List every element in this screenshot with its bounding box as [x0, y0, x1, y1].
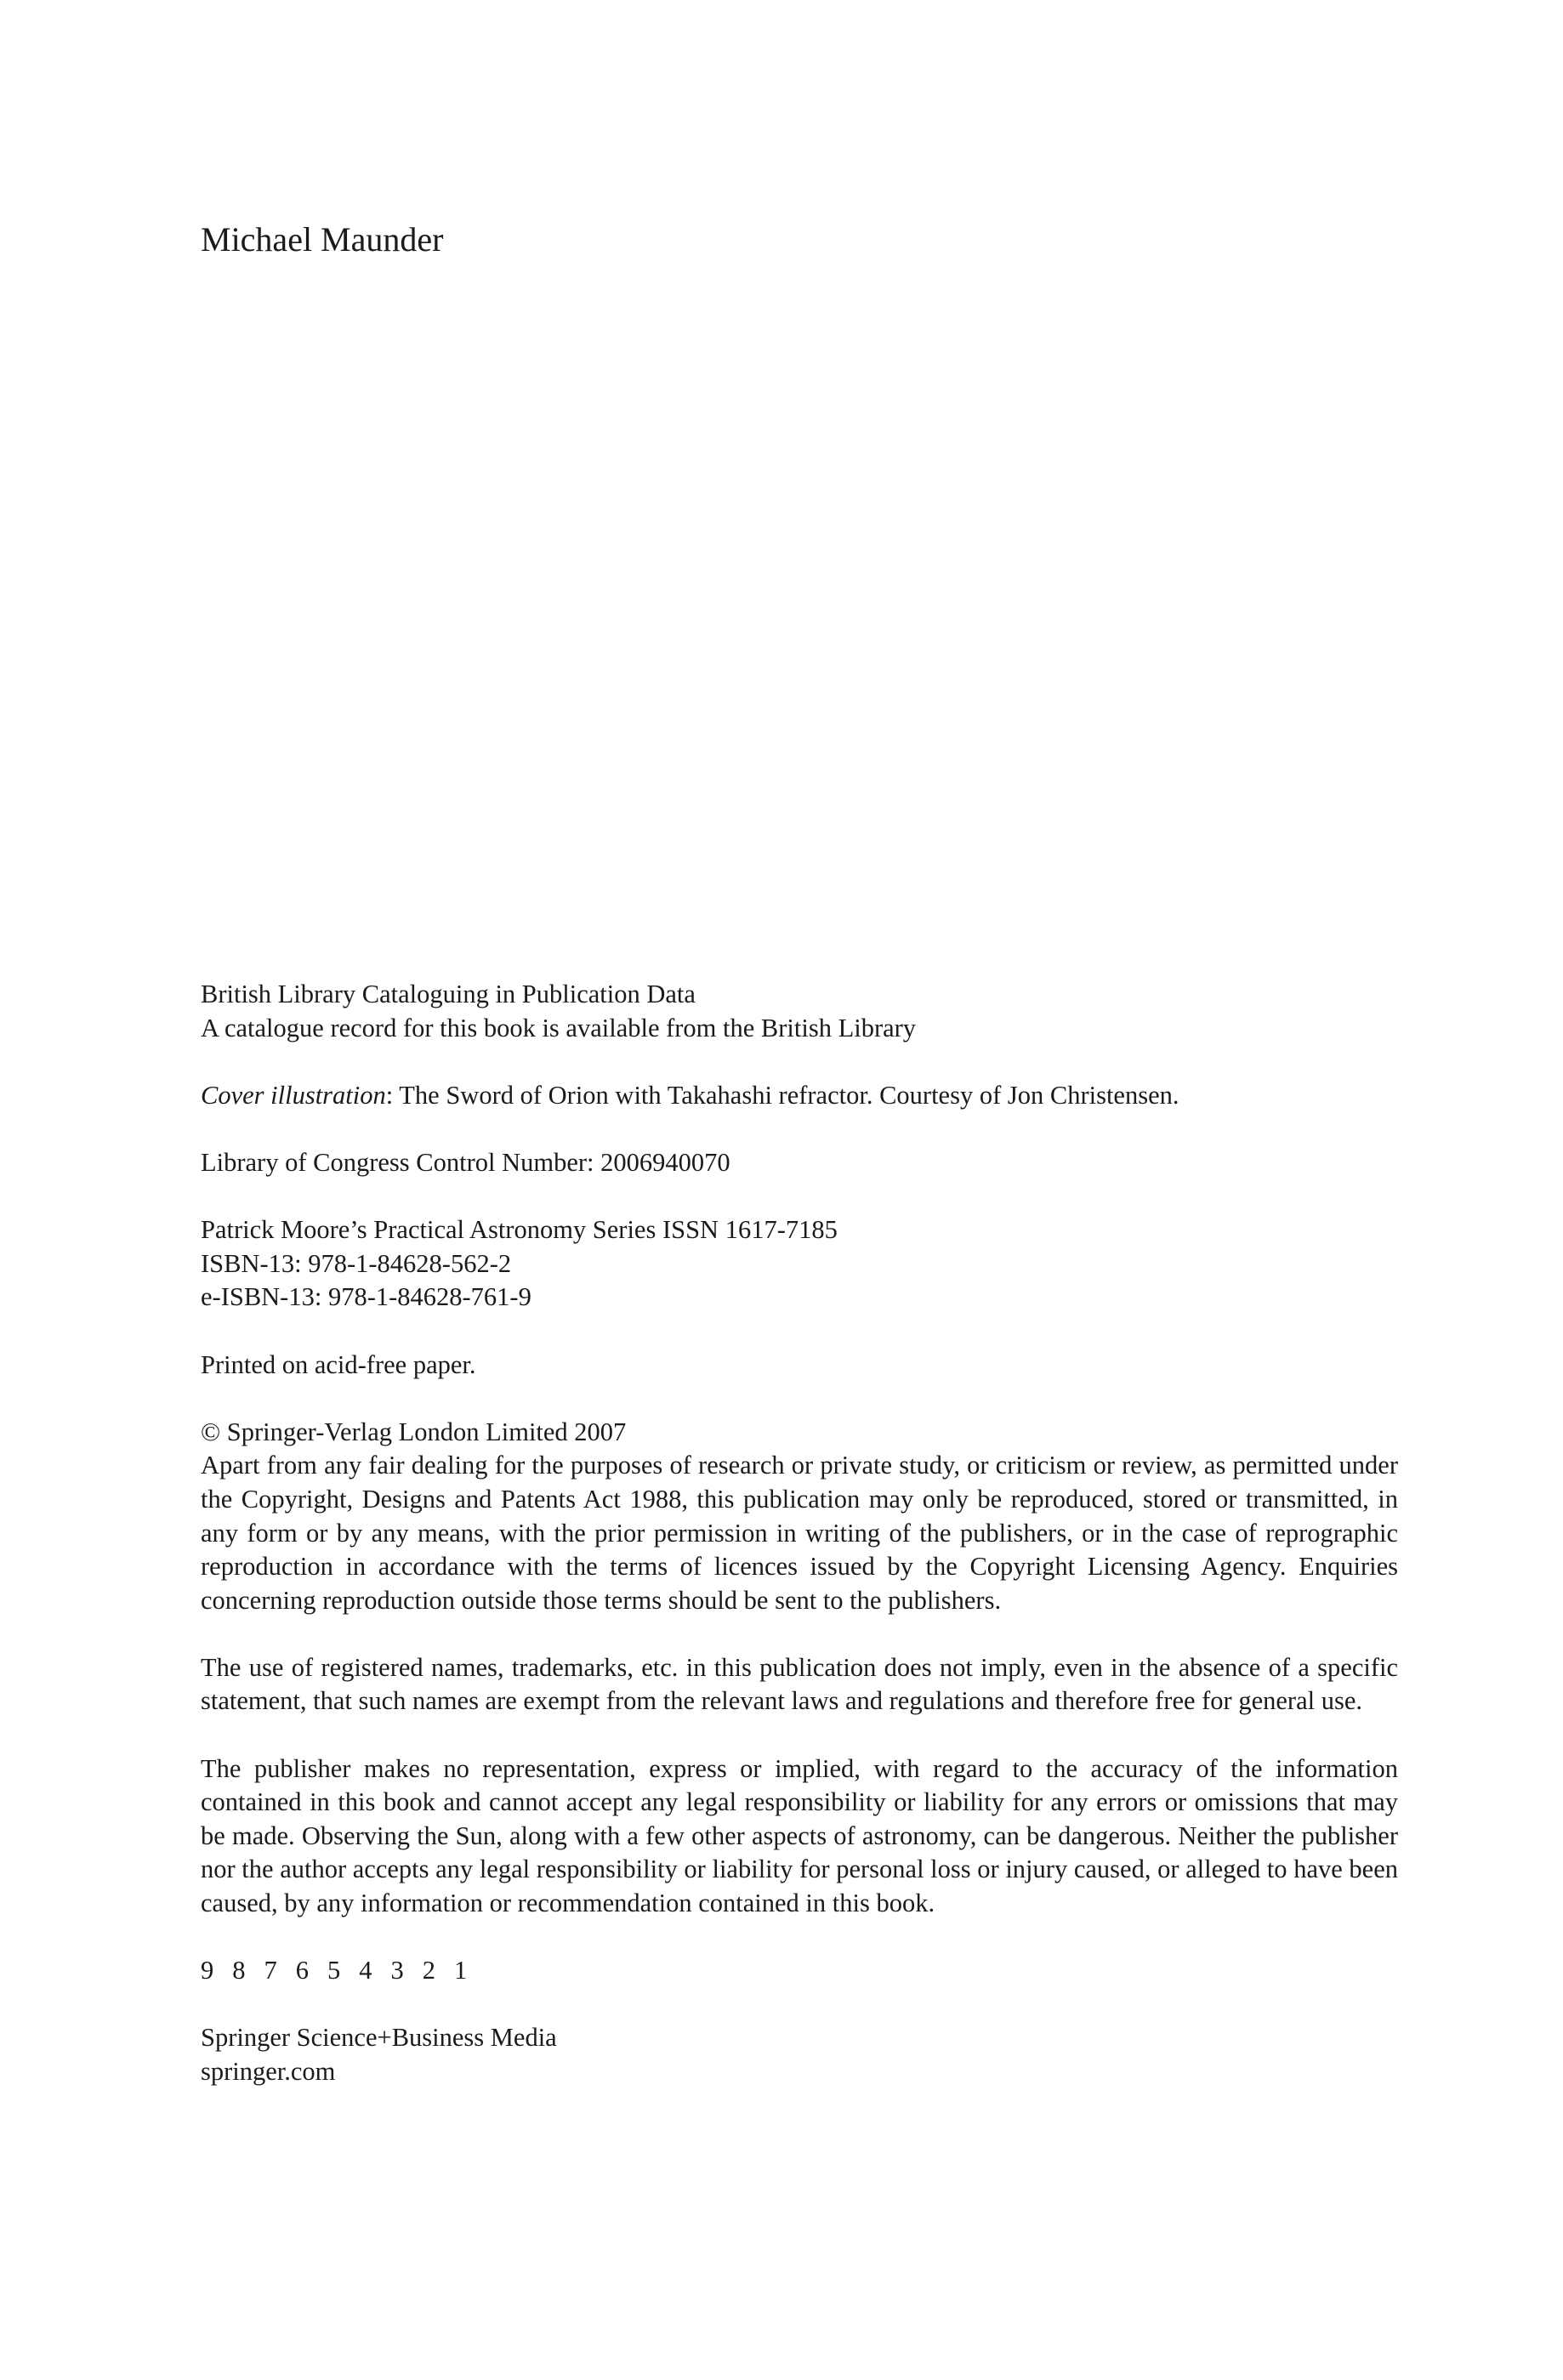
- printing-digit: 1: [454, 1956, 468, 1985]
- publisher-name: Springer Science+Business Media: [201, 2023, 557, 2053]
- imprint-block: [201, 978, 1398, 2122]
- author-name: Michael Maunder: [201, 220, 444, 258]
- printing-digit: 2: [422, 1956, 435, 1985]
- disclaimer-text: The publisher makes no representation, express or implied, with regard to the accuracy of the information contained in this book and cannot accept any legal responsibility or liability for any errors or omissions that may be made. Observing the Sun, along with a few other aspects of astronomy, can be dangerous. Neither the publisher nor the author accepts any legal responsibility or liability for personal loss or injury caused, or alleged to have been caused, by any information or recommendation contained in this book.: [201, 1753, 1398, 1918]
- paper-note: [201, 1349, 1398, 1383]
- copyright-text: Apart from any fair dealing for the purposes of research or private study, or criticism or review, as permitted under the Copyright, Designs and Patents Act 1988, this publication may only be reproduced, stored or transmitted, in any form or by any means, with the prior permission in writing of the publishers, or in the case of reprographic reproduction in accordance with the terms of licences issued by the Copyright Licensing Agency. Enquiries concerning reproduction outside those terms should be sent to the publishers.: [201, 1451, 1398, 1615]
- cataloguing-heading: British Library Cataloguing in Publication Data: [201, 980, 696, 1008]
- paper-text: Printed on acid-free paper.: [201, 1349, 476, 1379]
- trademarks-block: [201, 1651, 1398, 1718]
- cover-illustration: [201, 1079, 1398, 1113]
- trademarks-text: The use of registered names, trademarks, etc. in this publication does not imply, even in the absence of a specific statement, that such names are exempt from the relevant laws and regulations and therefore free for general use.: [201, 1652, 1398, 1716]
- printing-digit: 5: [327, 1956, 341, 1985]
- disclaimer-block: [201, 1752, 1398, 1921]
- e-isbn-13: e-ISBN-13: 978-1-84628-761-9: [201, 1282, 531, 1312]
- cataloguing-record: A catalogue record for this book is available from the British Library: [201, 1013, 917, 1042]
- printing-digit: 3: [390, 1956, 404, 1985]
- printing-digit: 6: [295, 1956, 309, 1985]
- printing-digit: 4: [359, 1956, 372, 1985]
- cataloguing-block: [201, 978, 1398, 1045]
- cover-illustration-text: : The Sword of Orion with Takahashi refractor. Courtesy of Jon Christensen.: [385, 1080, 1179, 1110]
- copyright-block: [201, 1416, 1398, 1618]
- loc-control-text: Library of Congress Control Number: 2006940070: [201, 1147, 730, 1177]
- loc-control-number: [201, 1146, 1398, 1180]
- copyright-line: © Springer-Verlag London Limited 2007: [201, 1417, 627, 1446]
- printing-digit: 7: [264, 1956, 277, 1985]
- printing-digit: 9: [201, 1956, 214, 1985]
- publisher-website[interactable]: springer.com: [201, 2057, 336, 2086]
- isbn-13: ISBN-13: 978-1-84628-562-2: [201, 1248, 512, 1278]
- publisher-block: [201, 2021, 1398, 2088]
- cover-illustration-label: Cover illustration: [201, 1080, 386, 1110]
- series-issn: Patrick Moore’s Practical Astronomy Series ISSN 1617-7185: [201, 1215, 838, 1245]
- printing-digit: 8: [232, 1956, 246, 1985]
- printing-line: [201, 1954, 1398, 1988]
- series-isbn-block: [201, 1213, 1398, 1315]
